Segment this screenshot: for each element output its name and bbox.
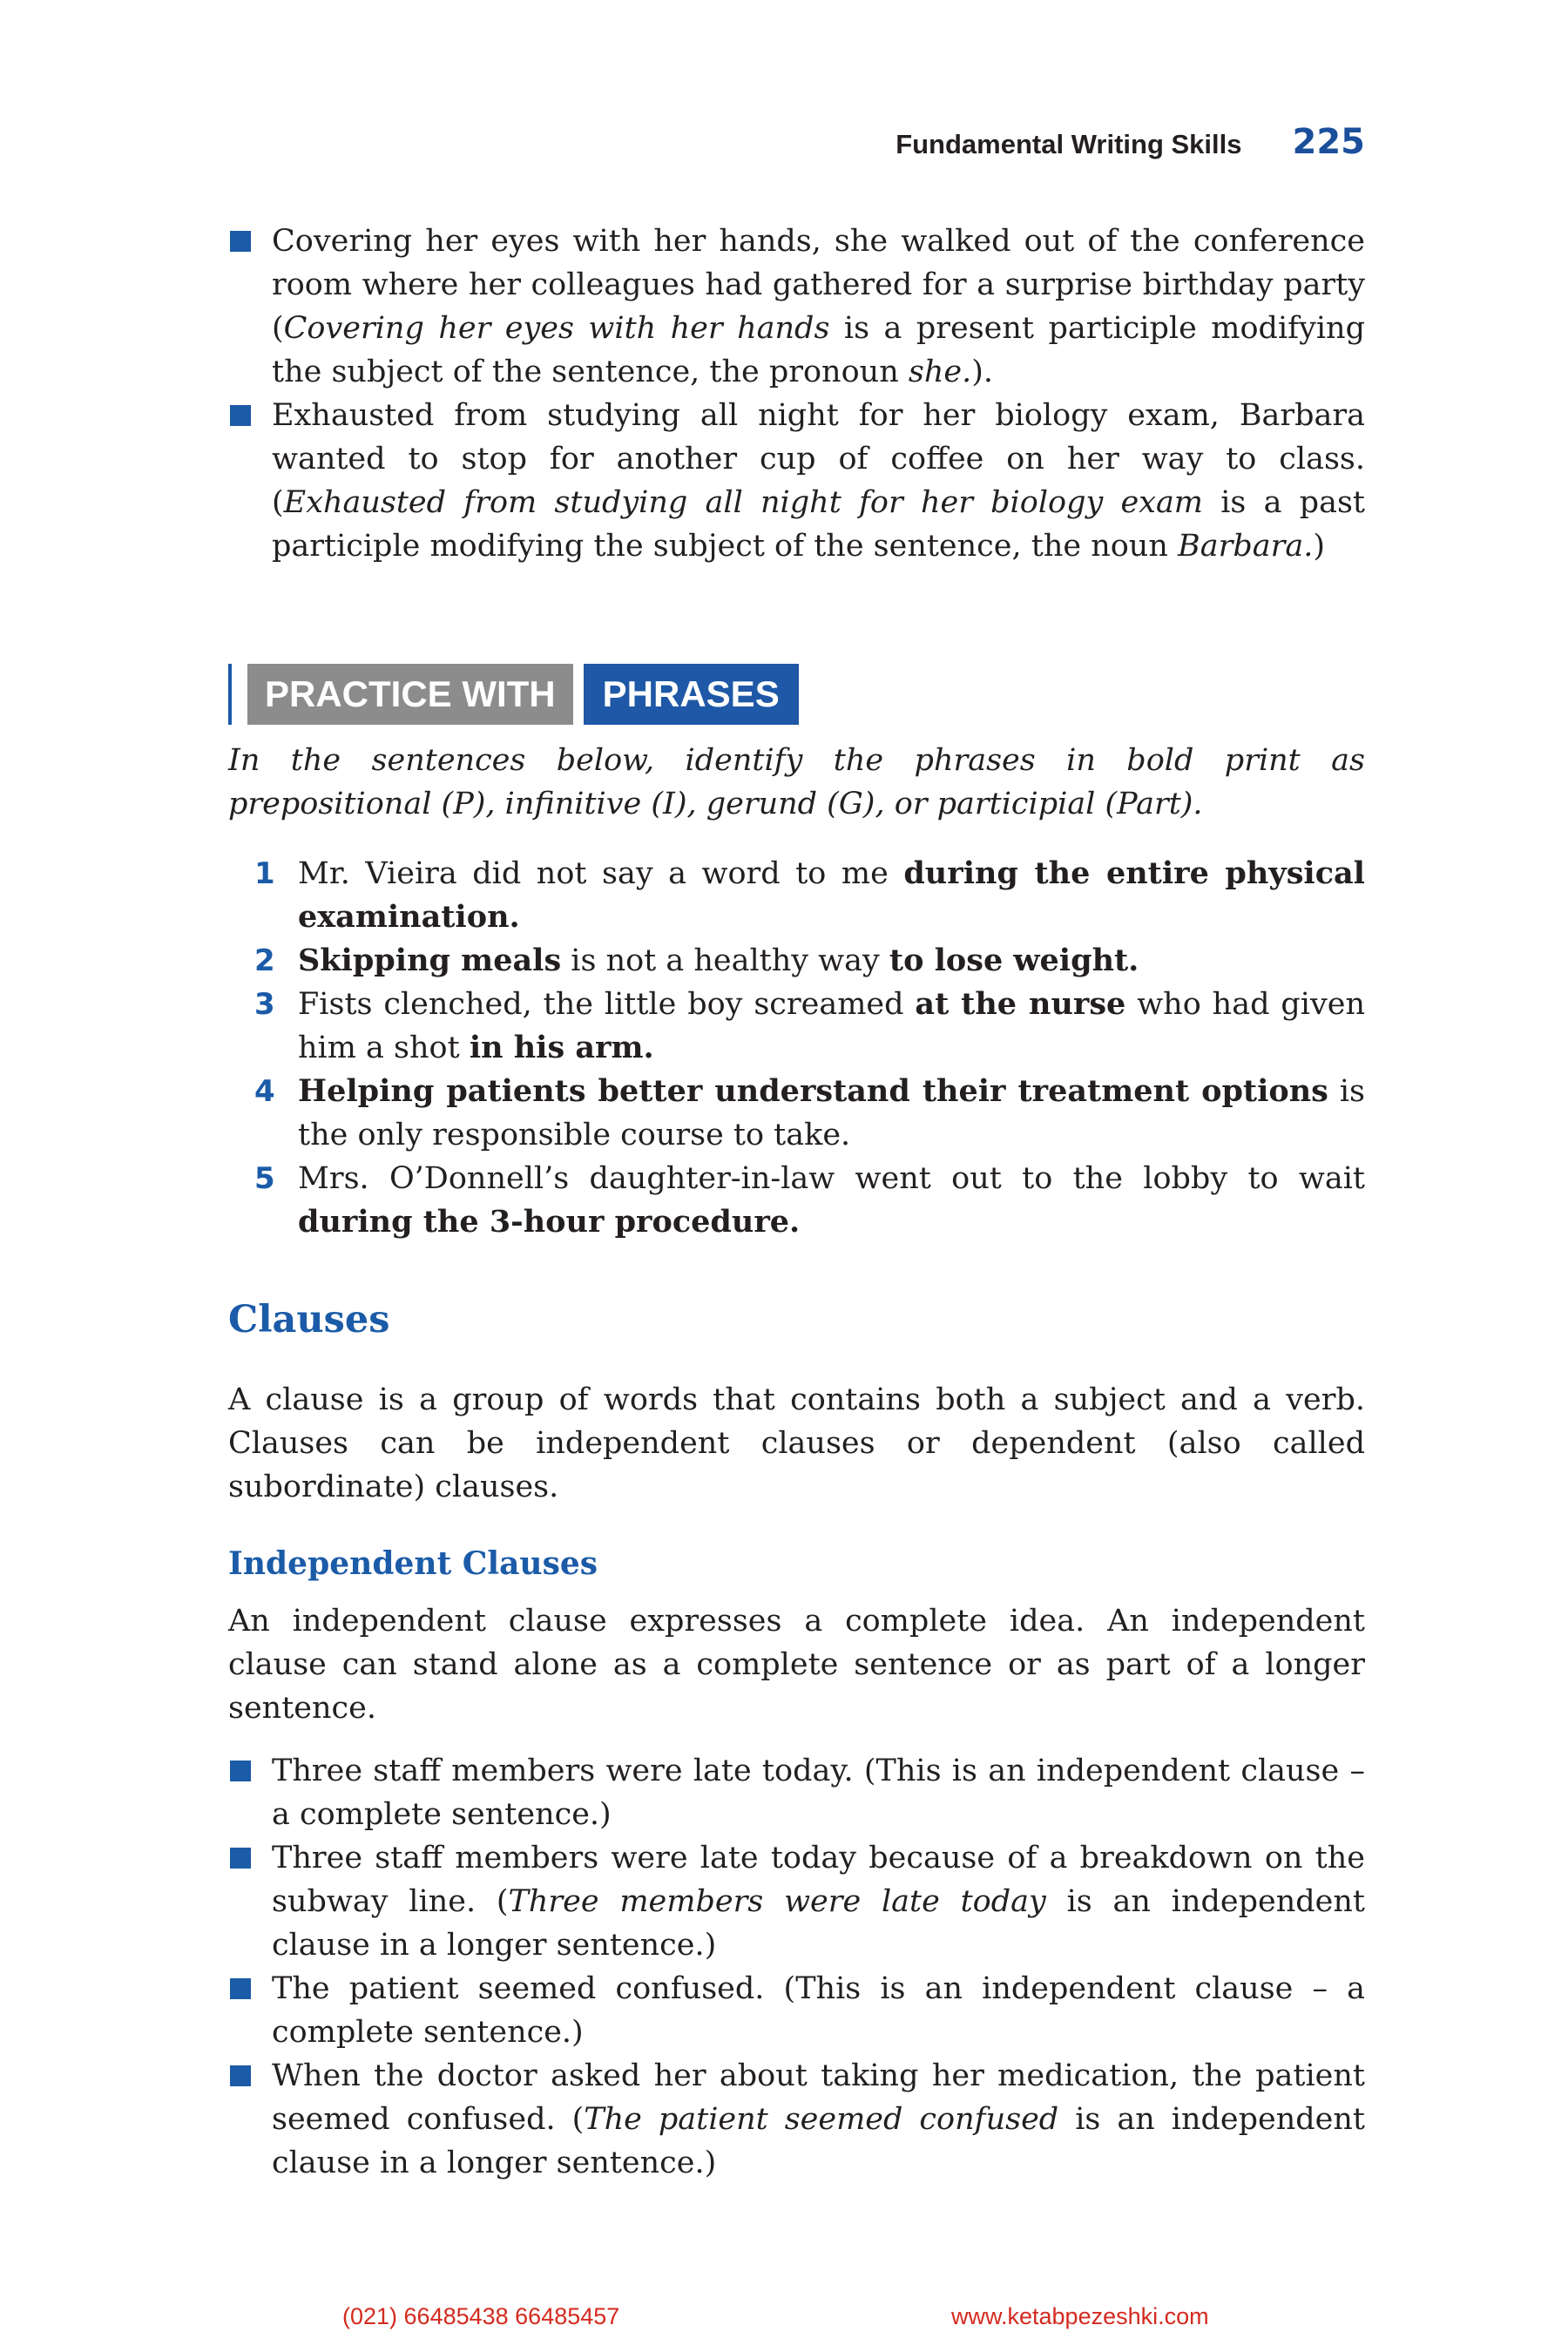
clauses-intro: A clause is a group of words that contains both a subject and a verb. Clauses can be independent clauses or dependent (also called subordinate) clauses. (228, 1382, 1365, 1504)
practice-instructions: In the sentences below, identify the phrases in bold print as prepositional (P), infinitive (I), gerund (G), or participial (Part). (228, 743, 1365, 821)
practice-item (228, 939, 1365, 983)
text-run: is an independent clause in a longer sentence.) (272, 2102, 1365, 2180)
independent-clauses-intro: An independent clause expresses a complete idea. An independent clause can stand alone as a complete sentence or as part of a longer sentence. (228, 1604, 1365, 1726)
practice-list (228, 852, 1365, 1244)
bullet-item (228, 1967, 1365, 2054)
banner-accent-bar (228, 664, 232, 725)
square-bullet-icon (230, 1848, 251, 1869)
text-run: ). (971, 355, 994, 389)
bold-phrase: during the 3-hour procedure. (298, 1204, 801, 1240)
bold-phrase: in his arm. (469, 1030, 654, 1065)
text-run: is not a healthy way (561, 943, 889, 978)
practice-item-number: 1 (254, 856, 275, 891)
independent-clause-examples-list (228, 1749, 1365, 2185)
participle-examples-list (228, 220, 1365, 568)
text-run: is an independent clause in a longer sentence.) (272, 1884, 1365, 1963)
bullet-item (228, 220, 1365, 394)
italic-phrase: Barbara. (1178, 529, 1314, 564)
text-run: Three staff members were late today. (This is an independent clause – a complete sentence.) (272, 1754, 1365, 1832)
text-run: Exhausted from studying all night for her biology exam, Barbara wanted to stop for another cup of coffee on her way to class. ( (272, 398, 1365, 520)
square-bullet-icon (230, 405, 251, 426)
footer-url[interactable]: www.ketabpezeshki.com (951, 2303, 1209, 2329)
page-header (896, 122, 1365, 162)
bullet-item (228, 2054, 1365, 2185)
text-run: is a present participle modifying the subject of the sentence, the pronoun (272, 311, 1366, 389)
bold-phrase: at the nurse (915, 986, 1126, 1022)
subheading-independent-clauses: Independent Clauses (228, 1545, 598, 1582)
practice-item (228, 852, 1365, 939)
bullet-item (228, 1836, 1365, 1967)
practice-item-number: 4 (254, 1074, 275, 1109)
text-run: Three staff members were late today because of a breakdown on the subway line. ( (272, 1841, 1365, 1919)
italic-phrase: Exhausted from studying all night for her biology exam (283, 485, 1203, 520)
practice-item-number: 5 (254, 1161, 275, 1196)
running-title: Fundamental Writing Skills (896, 129, 1242, 159)
section-heading-clauses: Clauses (228, 1298, 390, 1342)
bold-phrase: to lose weight. (889, 943, 1139, 978)
text-run: who had given him a shot (298, 987, 1365, 1065)
text-run: is the only responsible course to take. (298, 1074, 1365, 1152)
text-run: The patient seemed confused. (This is an independent clause – a complete sentence.) (272, 1971, 1365, 2050)
practice-item-number: 3 (254, 987, 275, 1022)
practice-item (228, 1070, 1365, 1157)
page-number: 225 (1292, 122, 1365, 162)
italic-phrase: she. (908, 355, 972, 389)
bold-phrase: Helping patients better understand their treatment options (298, 1073, 1328, 1109)
text-run: When the doctor asked her about taking her medication, the patient seemed confused. ( (272, 2058, 1365, 2137)
bold-phrase: Skipping meals (298, 943, 562, 978)
banner-label-right: PHRASES (584, 664, 799, 725)
square-bullet-icon (230, 231, 251, 252)
text-run: Covering her eyes with her hands, she walked out of the conference room where her colleagues had gathered for a surprise birthday party ( (272, 224, 1365, 346)
text-run: Mr. Vieira did not say a word to me (298, 856, 904, 891)
text-run: Mrs. O’Donnell’s daughter-in-law went out to the lobby to wait (298, 1161, 1365, 1196)
italic-phrase: Three members were late today (508, 1884, 1046, 1919)
footer-phone: (021) 66485438 66485457 (342, 2303, 620, 2329)
practice-item-number: 2 (254, 943, 275, 978)
square-bullet-icon (230, 1761, 251, 1781)
square-bullet-icon (230, 1978, 251, 1999)
italic-phrase: The patient seemed confused (584, 2102, 1059, 2137)
practice-item (228, 983, 1365, 1070)
text-run: ) (1313, 529, 1325, 564)
practice-item (228, 1157, 1365, 1244)
banner-label-left: PRACTICE WITH (247, 664, 573, 725)
text-run: Fists clenched, the little boy screamed (298, 987, 916, 1022)
bullet-item (228, 1749, 1365, 1836)
practice-banner (228, 664, 799, 725)
text-run: is a past participle modifying the subject of the sentence, the noun (272, 485, 1365, 564)
bullet-item (228, 394, 1365, 568)
italic-phrase: Covering her eyes with her hands (283, 311, 830, 346)
bold-phrase: during the entire physical examination. (298, 855, 1365, 935)
square-bullet-icon (230, 2065, 251, 2086)
